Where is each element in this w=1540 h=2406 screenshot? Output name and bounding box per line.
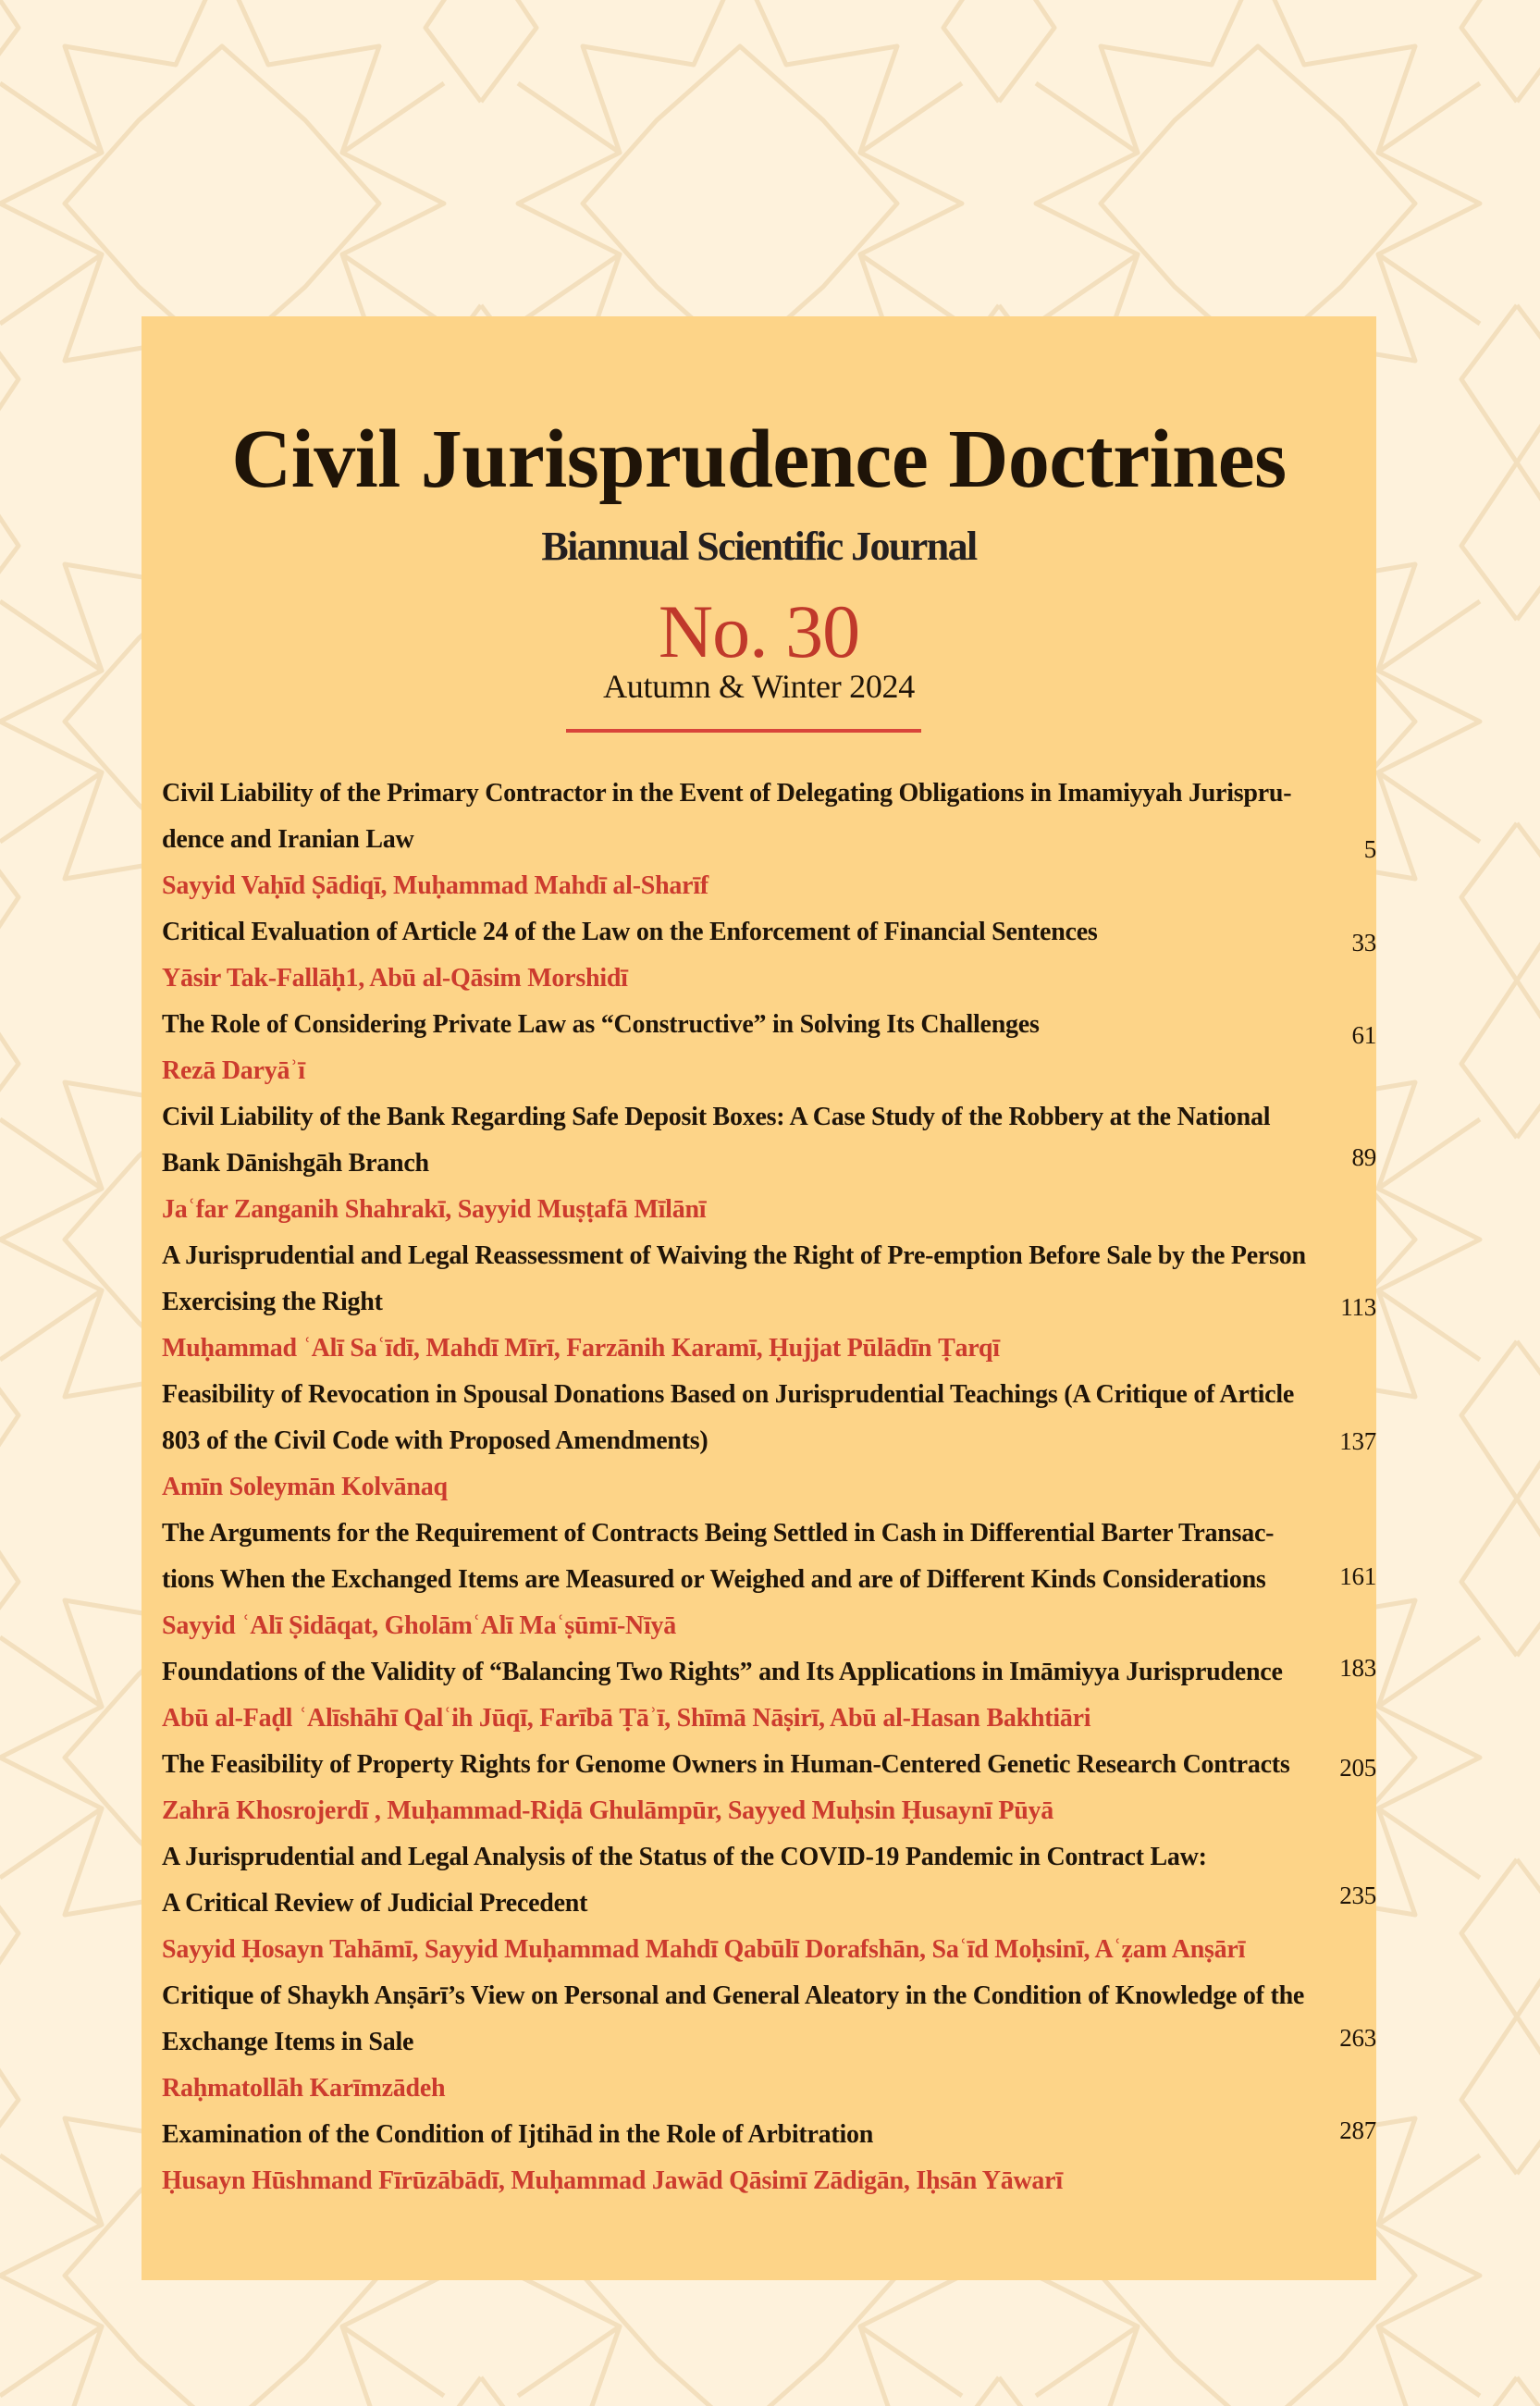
article-title-text[interactable]: The Feasibility of Property Rights for Genome Owners in Human-Centered Genetic Research Contracts [162, 1750, 1290, 1779]
article-title-text[interactable]: Civil Liability of the Bank Regarding Safe Deposit Boxes: A Case Study of the Robbery at the National [162, 1103, 1271, 1131]
article-title-text[interactable]: tions When the Exchanged Items are Measured or Weighed and are of Different Kinds Considerations [162, 1565, 1266, 1594]
page-number: 161 [1339, 1562, 1376, 1590]
article-authors: Rezā Daryāʾī [162, 1056, 305, 1085]
article-title-text[interactable]: dence and Iranian Law [162, 825, 414, 854]
journal-title: Civil Jurisprudence Doctrines [231, 413, 1287, 505]
article-title-line[interactable] [162, 1002, 1376, 1048]
article-title-text[interactable]: The Arguments for the Requirement of Contracts Being Settled in Cash in Differential Barter Transac- [162, 1519, 1275, 1548]
article-title-line[interactable] [162, 2019, 1376, 2066]
cover-panel [142, 316, 1376, 2280]
article-title-line[interactable] [162, 1418, 1376, 1464]
article-title-line[interactable] [162, 1742, 1376, 1788]
article-authors: Sayyid Ḥosayn Tahāmī, Sayyid Muḥammad Mahdī Qabūlī Dorafshān, Saʿīd Moḥsinī, Aʿẓam Anṣārī [162, 1935, 1246, 1964]
article-title-text[interactable]: Feasibility of Revocation in Spousal Donations Based on Jurisprudential Teachings (A Critique of Article [162, 1380, 1295, 1409]
article-title-line[interactable] [162, 1279, 1376, 1326]
article-authors: Yāsir Tak-Fallāḥ1, Abū al-Qāsim Morshidī [162, 964, 628, 993]
article-title-line[interactable] [162, 1141, 1376, 1187]
article-title-line[interactable] [162, 1233, 1376, 1279]
article-authors: Abū al-Faḍl ʿAlīshāhī Qalʿih Jūqī, Farībā Ṭāʾī, Shīmā Nāṣirī, Abū al-Hasan Bakhtiāri [162, 1704, 1091, 1733]
page-number: 183 [1339, 1654, 1376, 1682]
page-number: 61 [1351, 1021, 1376, 1049]
article-title-text[interactable]: The Role of Considering Private Law as “Constructive” in Solving Its Challenges [162, 1010, 1040, 1039]
article-title-text[interactable]: Foundations of the Validity of “Balancing Two Rights” and Its Applications in Imāmiyya Jurisprudence [162, 1658, 1283, 1686]
article-title-line[interactable] [162, 909, 1376, 956]
issue-number: No. 30 [658, 589, 860, 673]
article-title-line[interactable] [162, 1372, 1376, 1418]
header-divider [566, 729, 921, 733]
article-authors: Amīn Soleymān Kolvānaq [162, 1473, 448, 1501]
article-authors: Sayyid Vaḥīd Ṣādiqī, Muḥammad Mahdī al-Sharīf [162, 871, 708, 900]
page-number: 263 [1339, 2024, 1376, 2052]
issue-season: Autumn & Winter 2024 [603, 668, 915, 705]
article-authors: Ḥusayn Hūshmand Fīrūzābādī, Muḥammad Jawād Qāsimī Zādigān, Iḥsān Yāwarī [162, 2166, 1063, 2195]
table-of-contents [162, 771, 1376, 2204]
page-number: 113 [1340, 1293, 1376, 1321]
article-title-line[interactable] [162, 2112, 1376, 2158]
article-title-text[interactable]: Critical Evaluation of Article 24 of the Law on the Enforcement of Financial Sentences [162, 918, 1098, 946]
article-title-line[interactable] [162, 1094, 1376, 1141]
article-title-text[interactable]: A Critical Review of Judicial Precedent [162, 1889, 588, 1918]
article-title-text[interactable]: Examination of the Condition of Ijtihād in the Role of Arbitration [162, 2120, 874, 2149]
article-title-line[interactable] [162, 1511, 1376, 1557]
page-number: 235 [1339, 1882, 1376, 1909]
page-number: 137 [1339, 1427, 1376, 1455]
article-title-text[interactable]: Exercising the Right [162, 1288, 383, 1316]
page-number: 89 [1351, 1143, 1376, 1171]
article-title-line[interactable] [162, 1834, 1376, 1881]
article-authors: Raḥmatollāh Karīmzādeh [162, 2074, 446, 2103]
page-number: 5 [1363, 835, 1376, 863]
article-title-line[interactable] [162, 817, 1376, 863]
article-title-line[interactable] [162, 1881, 1376, 1927]
article-title-text[interactable]: Critique of Shaykh Anṣārī’s View on Personal and General Aleatory in the Condition of Knowledge of the [162, 1981, 1305, 2010]
article-authors: Jaʿfar Zanganih Shahrakī, Sayyid Muṣṭafā Mīlānī [162, 1195, 707, 1224]
article-title-line[interactable] [162, 1557, 1376, 1603]
article-authors: Zahrā Khosrojerdī , Muḥammad-Riḍā Ghulāmpūr, Sayyed Muḥsin Ḥusaynī Pūyā [162, 1796, 1054, 1825]
article-title-text[interactable]: 803 of the Civil Code with Proposed Amendments) [162, 1426, 708, 1455]
article-title-text[interactable]: A Jurisprudential and Legal Analysis of the Status of the COVID-19 Pandemic in Contract Law: [162, 1843, 1207, 1871]
article-title-text[interactable]: Exchange Items in Sale [162, 2028, 414, 2056]
article-title-text[interactable]: Bank Dānishgāh Branch [162, 1149, 429, 1178]
page-number: 33 [1351, 929, 1376, 956]
article-title-text[interactable]: A Jurisprudential and Legal Reassessment of Waiving the Right of Pre-emption Before Sale by the Person [162, 1241, 1306, 1270]
article-authors: Muḥammad ʿAlī Saʿīdī, Mahdī Mīrī, Farzānih Karamī, Ḥujjat Pūlādīn Ṭarqī [162, 1334, 1000, 1363]
page-number: 287 [1339, 2116, 1376, 2144]
article-title-line[interactable] [162, 1973, 1376, 2019]
journal-subtitle: Biannual Scientific Journal [541, 524, 977, 569]
article-title-text[interactable]: Civil Liability of the Primary Contractor in the Event of Delegating Obligations in Imamiyyah Jurispru- [162, 779, 1292, 808]
article-authors: Sayyid ʿAlī Ṣidāqat, GholāmʿAlī Maʿṣūmī-Nīyā [162, 1611, 677, 1640]
article-title-line[interactable] [162, 771, 1376, 817]
page-number: 205 [1339, 1754, 1376, 1782]
article-title-line[interactable] [162, 1649, 1376, 1696]
